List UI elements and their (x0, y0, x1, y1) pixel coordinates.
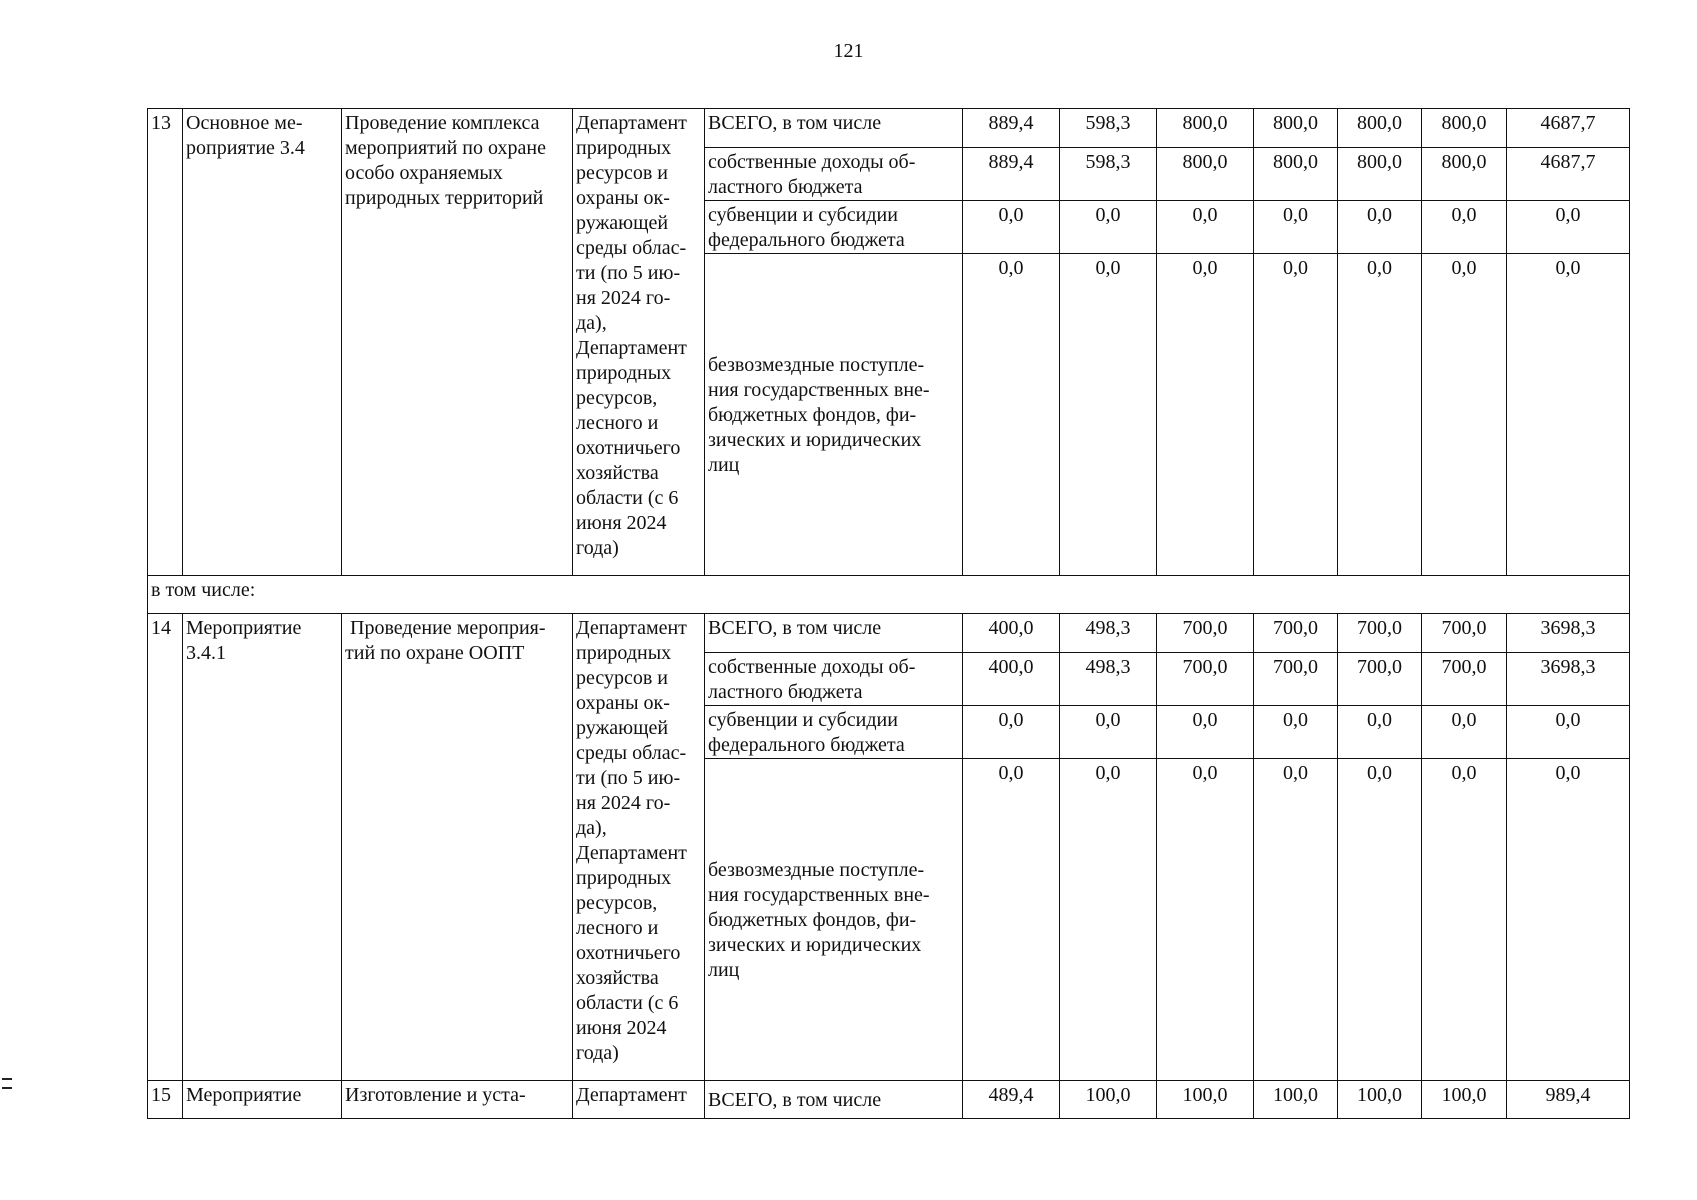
value-cell: 700,0 (1422, 653, 1507, 706)
value-cell: 0,0 (1254, 759, 1338, 1081)
activity-name: Мероприятие 3.4.1 (183, 614, 342, 1081)
value-cell: 800,0 (1338, 148, 1422, 201)
activity-description: Изготовление и уста- (342, 1081, 573, 1119)
value-cell: 700,0 (1254, 653, 1338, 706)
funding-source: безвозмездные поступле- ния государственных вне- бюджетных фондов, фи- зических и юридических лиц (705, 254, 963, 576)
executor: Департамент природных ресурсов и охраны ок- ружающей среды облас- ти (по 5 ию- ня 2024 го- да), Департамент природных ресурсов, лесного и охотничьего хозяйства области (с 6 июня 2024 года) (573, 614, 705, 1081)
value-cell: 700,0 (1254, 614, 1338, 653)
value-cell: 889,4 (963, 148, 1060, 201)
executor: Департамент природных ресурсов и охраны ок- ружающей среды облас- ти (по 5 ию- ня 2024 го- да), Департамент природных ресурсов, лесного и охотничьего хозяйства области (с 6 июня 2024 года) (573, 109, 705, 576)
value-cell: 889,4 (963, 109, 1060, 148)
value-cell: 498,3 (1060, 614, 1157, 653)
value-cell: 0,0 (1422, 759, 1507, 1081)
funding-source: ВСЕГО, в том числе (705, 109, 963, 148)
value-cell: 700,0 (1157, 653, 1254, 706)
total-cell: 0,0 (1507, 706, 1630, 759)
table-row (148, 614, 1630, 653)
value-cell: 0,0 (1157, 759, 1254, 1081)
value-cell: 800,0 (1422, 109, 1507, 148)
value-cell: 0,0 (1254, 706, 1338, 759)
value-cell: 400,0 (963, 653, 1060, 706)
total-cell: 0,0 (1507, 201, 1630, 254)
value-cell: 800,0 (1422, 148, 1507, 201)
value-cell: 700,0 (1338, 653, 1422, 706)
activity-description: Проведение комплекса мероприятий по охране особо охраняемых природных территорий (342, 109, 573, 576)
value-cell: 0,0 (1060, 759, 1157, 1081)
value-cell: 0,0 (963, 201, 1060, 254)
budget-table (147, 108, 1630, 1119)
value-cell: 100,0 (1060, 1081, 1157, 1119)
value-cell: 800,0 (1254, 148, 1338, 201)
funding-source: ВСЕГО, в том числе (705, 614, 963, 653)
total-cell: 989,4 (1507, 1081, 1630, 1119)
funding-source: собственные доходы об- ластного бюджета (705, 653, 963, 706)
table-body (148, 109, 1630, 1119)
value-cell: 800,0 (1157, 109, 1254, 148)
total-cell: 4687,7 (1507, 148, 1630, 201)
value-cell: 100,0 (1338, 1081, 1422, 1119)
value-cell: 0,0 (1060, 201, 1157, 254)
value-cell: 0,0 (1254, 201, 1338, 254)
total-cell: 4687,7 (1507, 109, 1630, 148)
value-cell: 0,0 (1060, 254, 1157, 576)
funding-source: собственные доходы об- ластного бюджета (705, 148, 963, 201)
value-cell: 598,3 (1060, 148, 1157, 201)
funding-source: ВСЕГО, в том числе (705, 1081, 963, 1119)
subheader: в том числе: (148, 576, 1630, 614)
value-cell: 0,0 (1422, 706, 1507, 759)
value-cell: 0,0 (963, 706, 1060, 759)
funding-source: субвенции и субсидии федерального бюджета (705, 706, 963, 759)
value-cell: 0,0 (1338, 759, 1422, 1081)
value-cell: 0,0 (1254, 254, 1338, 576)
table-row (148, 1081, 1630, 1119)
total-cell: 3698,3 (1507, 653, 1630, 706)
margin-mark (2, 1078, 12, 1080)
total-cell: 0,0 (1507, 254, 1630, 576)
value-cell: 700,0 (1338, 614, 1422, 653)
value-cell: 0,0 (1157, 201, 1254, 254)
page-number: 121 (833, 40, 864, 62)
margin-mark (2, 1087, 12, 1089)
value-cell: 0,0 (1338, 201, 1422, 254)
value-cell: 0,0 (963, 254, 1060, 576)
funding-source: субвенции и субсидии федерального бюджета (705, 201, 963, 254)
value-cell: 0,0 (1157, 254, 1254, 576)
value-cell: 489,4 (963, 1081, 1060, 1119)
table-row (148, 576, 1630, 614)
total-cell: 3698,3 (1507, 614, 1630, 653)
value-cell: 0,0 (1060, 706, 1157, 759)
row-number: 14 (148, 614, 183, 1081)
value-cell: 800,0 (1157, 148, 1254, 201)
value-cell: 100,0 (1157, 1081, 1254, 1119)
value-cell: 700,0 (1157, 614, 1254, 653)
executor: Департамент (573, 1081, 705, 1119)
total-cell: 0,0 (1507, 759, 1630, 1081)
value-cell: 0,0 (1422, 254, 1507, 576)
value-cell: 598,3 (1060, 109, 1157, 148)
value-cell: 0,0 (1157, 706, 1254, 759)
value-cell: 0,0 (1338, 706, 1422, 759)
value-cell: 100,0 (1254, 1081, 1338, 1119)
value-cell: 800,0 (1338, 109, 1422, 148)
row-number: 15 (148, 1081, 183, 1119)
value-cell: 0,0 (963, 759, 1060, 1081)
row-number: 13 (148, 109, 183, 576)
activity-name: Мероприятие (183, 1081, 342, 1119)
value-cell: 0,0 (1338, 254, 1422, 576)
value-cell: 400,0 (963, 614, 1060, 653)
table-row (148, 109, 1630, 148)
value-cell: 800,0 (1254, 109, 1338, 148)
activity-description: Проведение мероприя- тий по охране ООПТ (342, 614, 573, 1081)
funding-source: безвозмездные поступле- ния государственных вне- бюджетных фондов, фи- зических и юридических лиц (705, 759, 963, 1081)
value-cell: 498,3 (1060, 653, 1157, 706)
activity-name: Основное ме- роприятие 3.4 (183, 109, 342, 576)
value-cell: 100,0 (1422, 1081, 1507, 1119)
value-cell: 0,0 (1422, 201, 1507, 254)
value-cell: 700,0 (1422, 614, 1507, 653)
